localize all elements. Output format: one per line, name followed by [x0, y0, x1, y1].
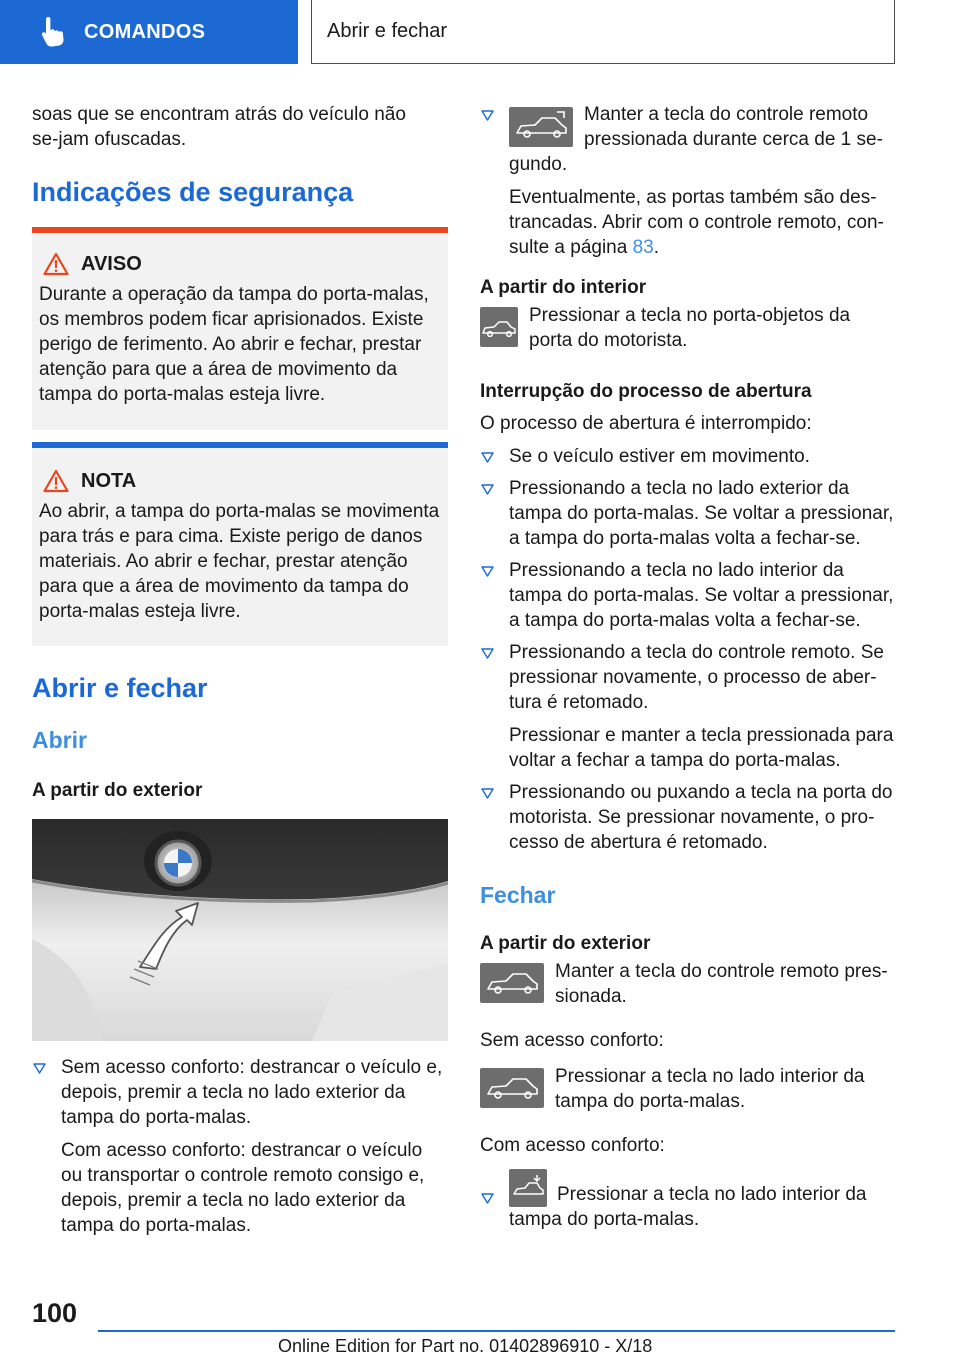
bullet-triangle-icon — [481, 1193, 494, 1204]
note-title: NOTA — [81, 469, 137, 492]
page-link[interactable]: 83 — [632, 237, 654, 258]
hand-pointer-icon — [40, 17, 66, 47]
bullet-triangle-icon — [481, 648, 494, 659]
close-outside-text: Manter a tecla do controle remoto pres-sionada. — [555, 961, 888, 1007]
left-column — [32, 102, 448, 1238]
inside-text: Pressionar a tecla no porta-objetos da porta do motorista. — [529, 305, 851, 351]
trunk-close-key-icon — [509, 1169, 547, 1207]
outside-heading: A partir do exterior — [32, 780, 203, 801]
bullet-triangle-icon — [481, 788, 494, 799]
list-item: Manter a tecla do controle remoto pressionada durante cerca de 1 se- gundo. Eventualmente, as portas também são des-trancadas. Abrir com o controle remoto, con-sulte a página 83. — [480, 102, 894, 260]
remote-text: Manter a tecla do controle remoto pressionada durante cerca de 1 se- — [584, 104, 883, 150]
note-text: Ao abrir, a tampa do porta-malas se movimenta para trás e para cima. Existe perigo de danos materiais. Ao abrir e fechar, prestar atenção para que a área de movimento da tampa do porta-malas esteja livre. — [39, 501, 440, 622]
warning-text: Durante a operação da tampa do porta-malas, os membros podem ficar aprisionados. Existe perigo de ferimento. Ao abrir e fechar, prestar atenção para que a área de movimento da tampa do porta-malas esteja livre. — [39, 284, 429, 405]
no-comfort-label: Sem acesso conforto: — [480, 1030, 664, 1051]
list-item: Pressionando ou puxando a tecla na porta do motorista. Se pressionar novamente, o pro-cesso de abertura é retomado. — [480, 780, 894, 855]
section-tab — [0, 0, 298, 64]
trunk-key-icon — [509, 107, 573, 147]
intro-text: soas que se encontram atrás do veículo não se-jam ofuscadas. — [32, 104, 406, 150]
close-outside-heading: A partir do exterior — [480, 933, 651, 954]
bullet-triangle-icon — [481, 452, 494, 463]
inside-heading: A partir do interior — [480, 277, 647, 298]
edition-text: Online Edition for Part no. 01402896910 - X/18 — [278, 1336, 653, 1356]
list-item: Pressionando a tecla no lado interior da tampa do porta-malas. Se voltar a pressionar, a tampa do porta-malas volta a fechar-se. — [480, 558, 894, 633]
close-heading: Fechar — [480, 882, 556, 908]
bullet-triangle-icon — [481, 110, 494, 121]
bullet-triangle-icon — [481, 566, 494, 577]
page-number: 100 — [32, 1298, 78, 1328]
footer-rule — [98, 1330, 895, 1332]
trunk-key-icon — [480, 1068, 544, 1108]
list-item: Se o veículo estiver em movimento. — [480, 444, 894, 469]
right-column — [480, 102, 894, 1232]
list-item: Sem acesso conforto: destrancar o veículo e, depois, premir a tecla no lado exterior da tampa do porta-malas. Com acesso conforto: destrancar o veículo ou transportar o controle remoto consigo e, depois, premir a tecla no lado exterior da tampa do porta-malas. — [32, 1055, 448, 1238]
warning-triangle-icon — [43, 252, 69, 276]
comfort-bullet-line2: tampa do porta-malas. — [509, 1209, 700, 1230]
interrupt-heading: Interrupção do processo de abertura — [480, 381, 812, 402]
list-item — [480, 1169, 894, 1232]
list-item: Pressionando a tecla no lado exterior da tampa do porta-malas. Se voltar a pressionar, a tampa do porta-malas volta a fechar-se. — [480, 476, 894, 551]
trunk-key-icon — [480, 963, 544, 1003]
list-item: Pressionando a tecla do controle remoto. Se pressionar novamente, o processo de aber-tura é retomado. Pressionar e manter a tecla pressionada para voltar a fechar a tampa do porta-malas. — [480, 640, 894, 773]
bullet-triangle-icon — [481, 484, 494, 495]
trunk-button-photo — [32, 819, 448, 1041]
bullet-triangle-icon — [33, 1063, 46, 1074]
section-title: COMANDOS — [84, 20, 206, 43]
open-close-heading: Abrir e fechar — [32, 673, 208, 703]
note-box — [32, 442, 448, 646]
interrupt-intro: O processo de abertura é interrompido: — [480, 413, 812, 434]
chapter-box — [311, 0, 895, 64]
no-comfort-text: Pressionar a tecla no lado interior da tampa do porta-malas. — [555, 1066, 865, 1112]
comfort-bullet-line1: Pressionar a tecla no lado interior da — [557, 1184, 867, 1205]
open-heading: Abrir — [32, 727, 87, 753]
chapter-title: Abrir e fechar — [327, 20, 448, 42]
trunk-interior-key-icon — [480, 307, 518, 347]
comfort-label: Com acesso conforto: — [480, 1135, 665, 1156]
warning-title: AVISO — [81, 252, 142, 275]
notice-triangle-icon — [43, 469, 69, 493]
safety-heading: Indicações de segurança — [32, 177, 354, 207]
warning-box — [32, 227, 448, 430]
